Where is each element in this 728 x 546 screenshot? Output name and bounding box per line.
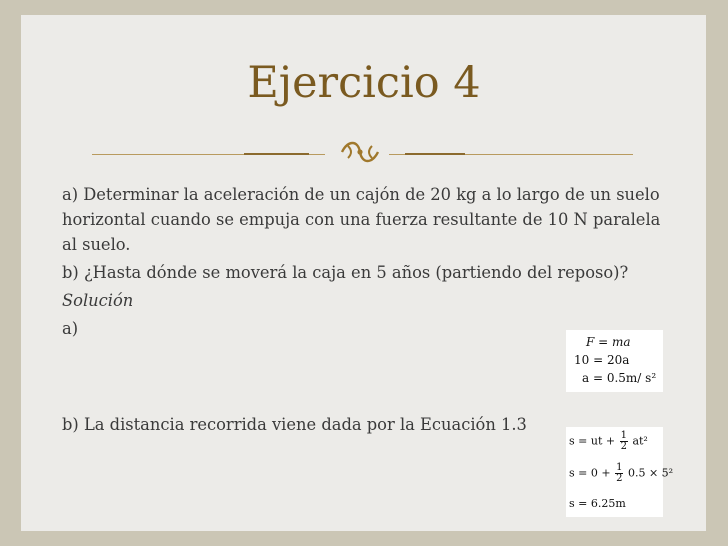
divider-accent-right — [405, 153, 465, 155]
equation-2-line-1 — [569, 431, 648, 452]
fraction-2-denominator: 2 — [616, 473, 623, 484]
equation-1-line-3: a = 0.5m/ s² — [582, 371, 657, 385]
equation-2-line-2-pre: s = 0 + — [569, 466, 611, 480]
fraction-1-denominator: 2 — [620, 441, 627, 452]
slide-title: Ejercicio 4 — [247, 58, 481, 108]
slide-body — [62, 182, 672, 437]
fraction-half-2 — [615, 463, 623, 484]
equation-image-1 — [566, 330, 663, 392]
solution-heading: Solución — [62, 291, 134, 310]
answer-b-text: b) La distancia recorrida viene dada por la Ecuación 1.3 — [62, 415, 527, 434]
equation-1-line-1: F = ma — [586, 335, 631, 349]
divider-accent-left — [244, 153, 309, 155]
equation-1-line-2: 10 = 20a — [574, 353, 630, 367]
fraction-half-1 — [620, 431, 628, 452]
answer-a-label: a) — [62, 319, 79, 338]
equation-2-line-2-post: 0.5 × 5² — [627, 466, 674, 480]
paragraph-b: b) ¿Hasta dónde se moverá la caja en 5 años (partiendo del reposo)? — [62, 263, 629, 282]
fraction-1-numerator: 1 — [620, 430, 627, 441]
fraction-2-numerator: 1 — [616, 462, 623, 473]
equation-2-line-1-post: at² — [632, 434, 648, 448]
equation-2-line-1-pre: s = ut + — [569, 434, 616, 448]
equation-2-line-2 — [569, 463, 673, 484]
ornament-swirl-icon — [335, 138, 385, 168]
paragraph-a: a) Determinar la aceleración de un cajón de 20 kg a lo largo de un suelo horizontal cuando se empuja con una fuerza resultante de 10 N paralela al suelo. — [62, 185, 661, 254]
equation-image-2 — [566, 427, 674, 517]
ornament-swirl-svg — [338, 138, 382, 166]
equation-2-line-3: s = 6.25m — [569, 497, 626, 510]
